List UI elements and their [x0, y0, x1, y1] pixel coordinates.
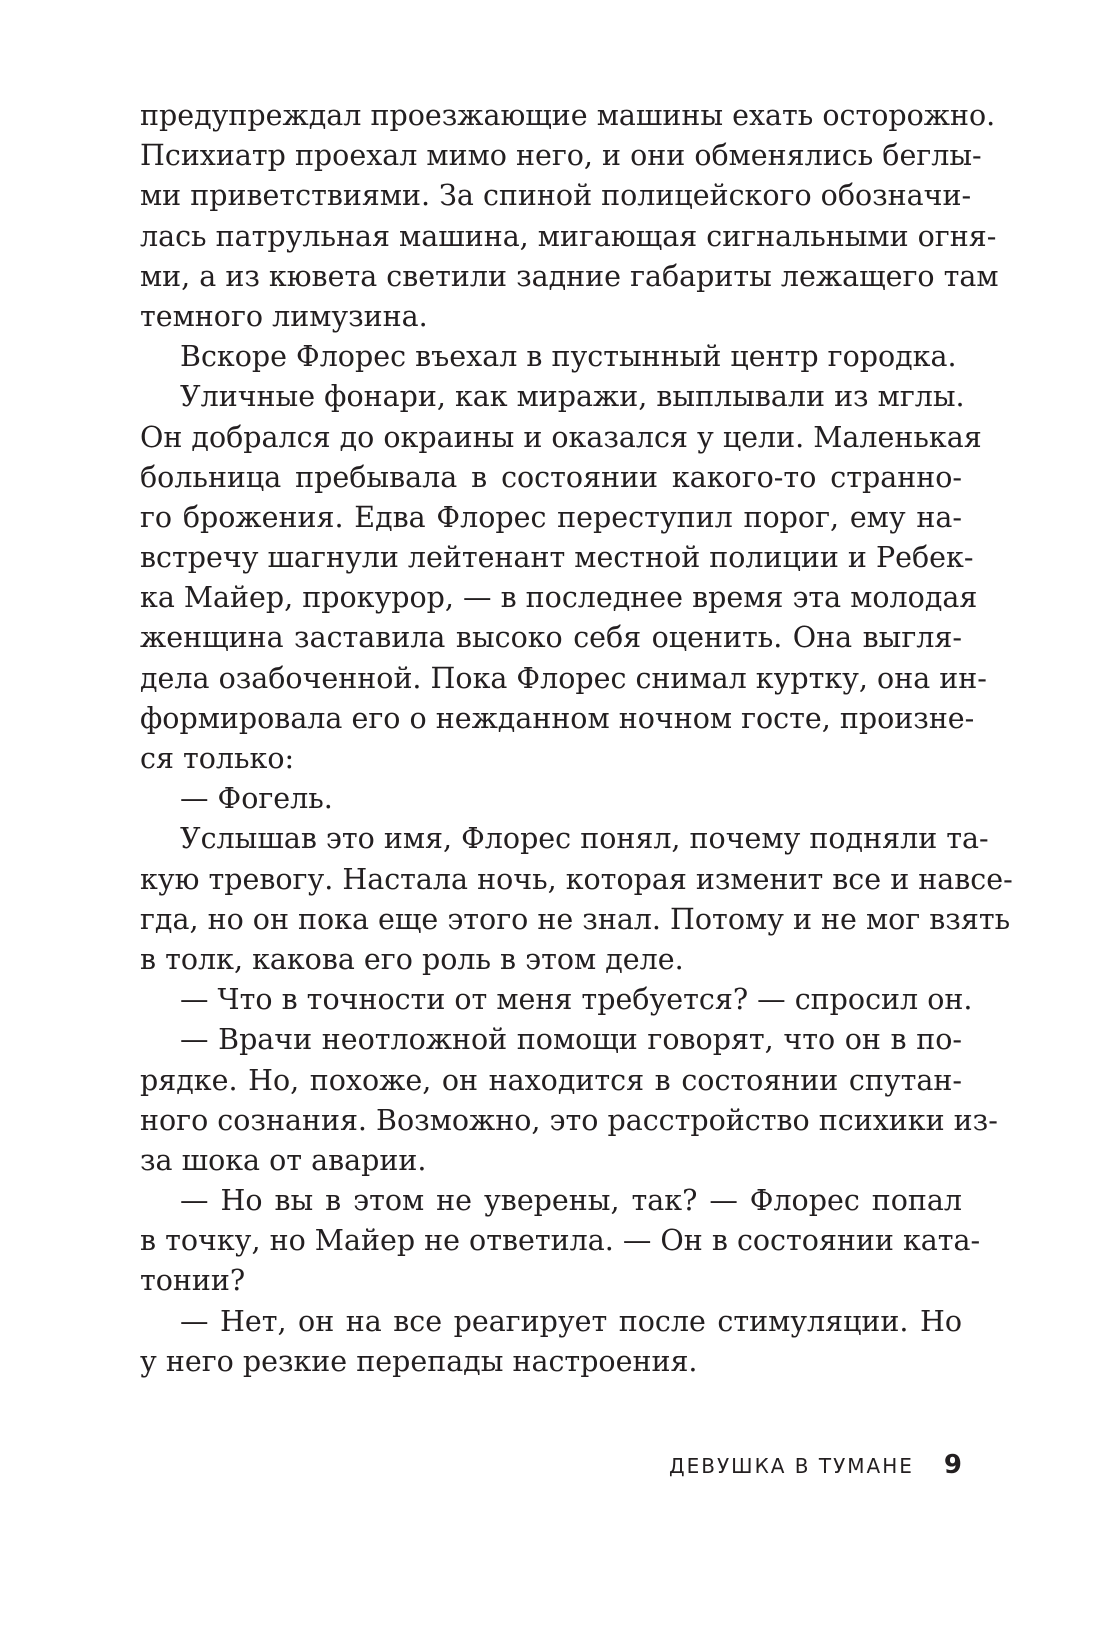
text-line: лась патрульная машина, мигающая сигнальными огня- — [140, 219, 997, 253]
text-line: ся только: — [140, 742, 295, 775]
text-line: у него резкие перепады настроения. — [140, 1344, 698, 1378]
text-line: ми приветствиями. За спиной полицейского обозначи- — [140, 179, 972, 213]
text-line: больница пребывала в состоянии какого-то странно- — [140, 460, 962, 494]
text-line: гда, но он пока еще этого не знал. Потому и не мог взять — [140, 902, 1011, 936]
text-line: Услышав это имя, Флорес понял, почему подняли та- — [180, 822, 989, 856]
page-footer — [669, 1450, 962, 1480]
text-line: Психиатр проехал мимо него, и они обменялись беглы- — [140, 139, 982, 173]
text-line: формировала его о нежданном ночном госте, произне- — [140, 701, 975, 735]
text-line: в толк, какова его роль в этом деле. — [140, 942, 684, 976]
text-line: ного сознания. Возможно, это расстройство психики из- — [140, 1103, 998, 1137]
text-line: Он добрался до окраины и оказался у цели. Маленькая — [140, 420, 982, 454]
text-line: за шока от аварии. — [140, 1143, 427, 1177]
text-line: — Но вы в этом не уверены, так? — Флорес попал — [180, 1184, 962, 1218]
text-line: Уличные фонари, как миражи, выплывали из мглы. — [180, 380, 965, 414]
text-line: ка Майер, прокурор, — в последнее время эта молодая — [140, 581, 978, 615]
text-line: го брожения. Едва Флорес переступил порог, ему на- — [140, 500, 962, 534]
text-line: рядке. Но, похоже, он находится в состоянии спутан- — [140, 1063, 962, 1097]
text-line: темного лимузина. — [140, 299, 428, 333]
text-line: встречу шагнули лейтенант местной полиции и Ребек- — [140, 541, 974, 575]
text-line: тонии? — [140, 1264, 246, 1298]
text-line: — Врачи неотложной помощи говорят, что он в по- — [180, 1023, 962, 1057]
page-number: 9 — [943, 1450, 962, 1480]
text-line: предупреждал проезжающие машины ехать осторожно. — [140, 99, 996, 132]
text-line: — Что в точности от меня требуется? — спросил он. — [180, 983, 973, 1017]
body-text — [140, 96, 1013, 1382]
text-line: в точку, но Майер не ответила. — Он в состоянии ката- — [140, 1224, 981, 1258]
running-title: ДЕВУШКА В ТУМАНЕ — [669, 1454, 914, 1478]
text-line: женщина заставила высоко себя оценить. Она выгля- — [140, 621, 962, 655]
text-line: — Фогель. — [180, 782, 333, 816]
text-line: кую тревогу. Настала ночь, которая изменит все и навсе- — [140, 862, 1013, 896]
text-line: — Нет, он на все реагирует после стимуляции. Но — [180, 1304, 962, 1338]
text-line: дела озабоченной. Пока Флорес снимал куртку, она ин- — [140, 661, 987, 695]
text-line: ми, а из кювета светили задние габариты лежащего там — [140, 259, 999, 293]
text-line: Вскоре Флорес въехал в пустынный центр городка. — [180, 340, 957, 374]
